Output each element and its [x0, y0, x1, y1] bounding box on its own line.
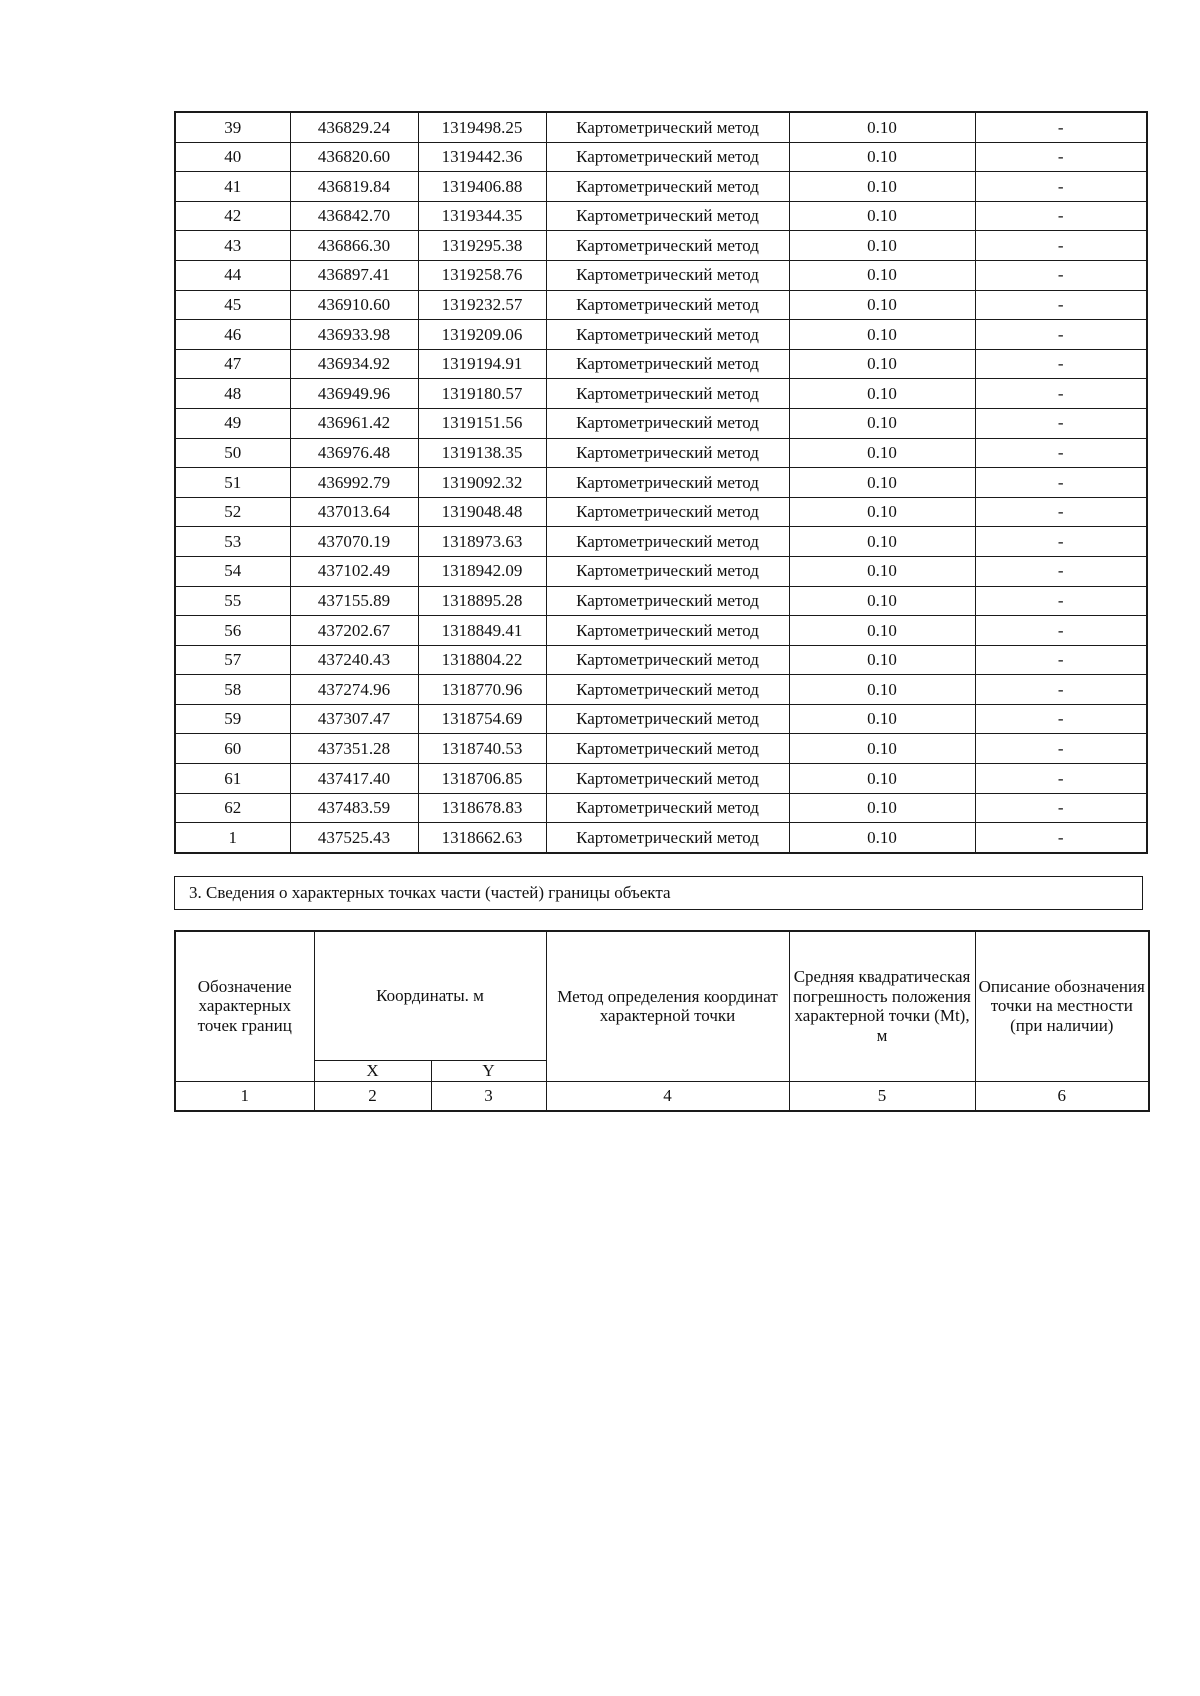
- x-coordinate-cell: 436842.70: [290, 201, 418, 231]
- description-cell: -: [975, 616, 1147, 646]
- x-coordinate-cell: 437102.49: [290, 556, 418, 586]
- method-cell: Картометрический метод: [546, 290, 789, 320]
- point-number-cell: 53: [175, 527, 290, 557]
- table-row: [175, 172, 1147, 202]
- method-cell: Картометрический метод: [546, 556, 789, 586]
- x-coordinate-cell: 436897.41: [290, 260, 418, 290]
- boundary-points-body: [175, 112, 1147, 853]
- y-coordinate-cell: 1318706.85: [418, 764, 546, 794]
- y-coordinate-cell: 1318662.63: [418, 823, 546, 853]
- table-row: [175, 408, 1147, 438]
- mean-error-cell: 0.10: [789, 497, 975, 527]
- mean-error-cell: 0.10: [789, 704, 975, 734]
- method-cell: Картометрический метод: [546, 645, 789, 675]
- method-cell: Картометрический метод: [546, 764, 789, 794]
- point-number-cell: 59: [175, 704, 290, 734]
- y-coordinate-cell: 1318895.28: [418, 586, 546, 616]
- point-number-cell: 55: [175, 586, 290, 616]
- table-row: [175, 468, 1147, 498]
- mean-error-cell: 0.10: [789, 320, 975, 350]
- y-coordinate-cell: 1319151.56: [418, 408, 546, 438]
- table-row: [175, 734, 1147, 764]
- mean-error-cell: 0.10: [789, 379, 975, 409]
- x-coordinate-cell: 436866.30: [290, 231, 418, 261]
- point-number-cell: 61: [175, 764, 290, 794]
- x-coordinate-cell: 437202.67: [290, 616, 418, 646]
- x-coordinate-cell: 436933.98: [290, 320, 418, 350]
- y-coordinate-cell: 1319180.57: [418, 379, 546, 409]
- column-number: 6: [975, 1081, 1149, 1111]
- y-coordinate-cell: 1319048.48: [418, 497, 546, 527]
- x-coordinate-cell: 437013.64: [290, 497, 418, 527]
- table-row: [175, 201, 1147, 231]
- description-cell: -: [975, 556, 1147, 586]
- point-number-cell: 58: [175, 675, 290, 705]
- x-coordinate-cell: 437483.59: [290, 793, 418, 823]
- table-row: [175, 260, 1147, 290]
- description-cell: -: [975, 645, 1147, 675]
- point-number-cell: 48: [175, 379, 290, 409]
- method-cell: Картометрический метод: [546, 379, 789, 409]
- point-number-cell: 51: [175, 468, 290, 498]
- mean-error-cell: 0.10: [789, 201, 975, 231]
- mean-error-cell: 0.10: [789, 408, 975, 438]
- header-point-description: Описание обозначения точки на местности (при наличии): [975, 931, 1149, 1081]
- method-cell: Картометрический метод: [546, 408, 789, 438]
- point-number-cell: 49: [175, 408, 290, 438]
- x-coordinate-cell: 437525.43: [290, 823, 418, 853]
- table-row: [175, 616, 1147, 646]
- description-cell: -: [975, 527, 1147, 557]
- description-cell: -: [975, 290, 1147, 320]
- table-row: [175, 764, 1147, 794]
- y-coordinate-cell: 1319344.35: [418, 201, 546, 231]
- point-number-cell: 44: [175, 260, 290, 290]
- x-coordinate-cell: 436934.92: [290, 349, 418, 379]
- x-coordinate-cell: 437155.89: [290, 586, 418, 616]
- method-cell: Картометрический метод: [546, 734, 789, 764]
- x-coordinate-cell: 436829.24: [290, 112, 418, 142]
- y-coordinate-cell: 1318973.63: [418, 527, 546, 557]
- y-coordinate-cell: 1318770.96: [418, 675, 546, 705]
- point-number-cell: 42: [175, 201, 290, 231]
- point-number-cell: 45: [175, 290, 290, 320]
- y-coordinate-cell: 1318678.83: [418, 793, 546, 823]
- x-coordinate-cell: 437351.28: [290, 734, 418, 764]
- method-cell: Картометрический метод: [546, 142, 789, 172]
- method-cell: Картометрический метод: [546, 112, 789, 142]
- mean-error-cell: 0.10: [789, 349, 975, 379]
- y-coordinate-cell: 1319138.35: [418, 438, 546, 468]
- method-cell: Картометрический метод: [546, 172, 789, 202]
- point-number-cell: 43: [175, 231, 290, 261]
- x-coordinate-cell: 436820.60: [290, 142, 418, 172]
- table-row: [175, 527, 1147, 557]
- table-row: [175, 823, 1147, 853]
- x-coordinate-cell: 437240.43: [290, 645, 418, 675]
- y-coordinate-cell: 1319209.06: [418, 320, 546, 350]
- part-boundary-table-header: [175, 931, 1149, 1081]
- point-number-cell: 46: [175, 320, 290, 350]
- table-row: [175, 379, 1147, 409]
- mean-error-cell: 0.10: [789, 142, 975, 172]
- description-cell: -: [975, 468, 1147, 498]
- header-point-designation: Обозначение характерных точек границ: [175, 931, 314, 1081]
- mean-error-cell: 0.10: [789, 260, 975, 290]
- table-row: [175, 231, 1147, 261]
- description-cell: -: [975, 675, 1147, 705]
- y-coordinate-cell: 1319406.88: [418, 172, 546, 202]
- y-coordinate-cell: 1319258.76: [418, 260, 546, 290]
- description-cell: -: [975, 231, 1147, 261]
- mean-error-cell: 0.10: [789, 438, 975, 468]
- header-y: Y: [431, 1060, 546, 1081]
- y-coordinate-cell: 1318942.09: [418, 556, 546, 586]
- y-coordinate-cell: 1319092.32: [418, 468, 546, 498]
- column-number: 2: [314, 1081, 431, 1111]
- point-number-cell: 54: [175, 556, 290, 586]
- method-cell: Картометрический метод: [546, 438, 789, 468]
- header-method: Метод определения координат характерной точки: [546, 931, 789, 1081]
- x-coordinate-cell: 437417.40: [290, 764, 418, 794]
- x-coordinate-cell: 437070.19: [290, 527, 418, 557]
- description-cell: -: [975, 172, 1147, 202]
- y-coordinate-cell: 1319498.25: [418, 112, 546, 142]
- section-3-heading: [174, 876, 1143, 910]
- part-boundary-points-table: [174, 930, 1150, 1112]
- method-cell: Картометрический метод: [546, 823, 789, 853]
- y-coordinate-cell: 1318804.22: [418, 645, 546, 675]
- x-coordinate-cell: 436819.84: [290, 172, 418, 202]
- description-cell: -: [975, 320, 1147, 350]
- table-row: [175, 645, 1147, 675]
- description-cell: -: [975, 497, 1147, 527]
- point-number-cell: 60: [175, 734, 290, 764]
- mean-error-cell: 0.10: [789, 586, 975, 616]
- point-number-cell: 52: [175, 497, 290, 527]
- description-cell: -: [975, 379, 1147, 409]
- table-row: [175, 142, 1147, 172]
- y-coordinate-cell: 1318754.69: [418, 704, 546, 734]
- x-coordinate-cell: 437274.96: [290, 675, 418, 705]
- y-coordinate-cell: 1319442.36: [418, 142, 546, 172]
- description-cell: -: [975, 201, 1147, 231]
- mean-error-cell: 0.10: [789, 645, 975, 675]
- table-row: [175, 704, 1147, 734]
- column-number: 5: [789, 1081, 975, 1111]
- description-cell: -: [975, 438, 1147, 468]
- description-cell: -: [975, 586, 1147, 616]
- section-3-title: 3. Сведения о характерных точках части (частей) границы объекта: [189, 883, 671, 902]
- header-coordinates: Координаты. м: [314, 931, 546, 1060]
- y-coordinate-cell: 1318849.41: [418, 616, 546, 646]
- x-coordinate-cell: 437307.47: [290, 704, 418, 734]
- method-cell: Картометрический метод: [546, 320, 789, 350]
- method-cell: Картометрический метод: [546, 201, 789, 231]
- table-row: [175, 438, 1147, 468]
- x-coordinate-cell: 436992.79: [290, 468, 418, 498]
- table-row: [175, 112, 1147, 142]
- column-number: 1: [175, 1081, 314, 1111]
- method-cell: Картометрический метод: [546, 231, 789, 261]
- description-cell: -: [975, 260, 1147, 290]
- boundary-points-table: [174, 111, 1148, 854]
- method-cell: Картометрический метод: [546, 793, 789, 823]
- table-row: [175, 793, 1147, 823]
- description-cell: -: [975, 764, 1147, 794]
- description-cell: -: [975, 734, 1147, 764]
- point-number-cell: 62: [175, 793, 290, 823]
- x-coordinate-cell: 436961.42: [290, 408, 418, 438]
- mean-error-cell: 0.10: [789, 616, 975, 646]
- method-cell: Картометрический метод: [546, 497, 789, 527]
- description-cell: -: [975, 793, 1147, 823]
- mean-error-cell: 0.10: [789, 290, 975, 320]
- mean-error-cell: 0.10: [789, 527, 975, 557]
- description-cell: -: [975, 704, 1147, 734]
- method-cell: Картометрический метод: [546, 527, 789, 557]
- method-cell: Картометрический метод: [546, 675, 789, 705]
- point-number-cell: 56: [175, 616, 290, 646]
- description-cell: -: [975, 349, 1147, 379]
- table-row: [175, 586, 1147, 616]
- method-cell: Картометрический метод: [546, 468, 789, 498]
- description-cell: -: [975, 408, 1147, 438]
- mean-error-cell: 0.10: [789, 172, 975, 202]
- description-cell: -: [975, 112, 1147, 142]
- method-cell: Картометрический метод: [546, 616, 789, 646]
- mean-error-cell: 0.10: [789, 112, 975, 142]
- x-coordinate-cell: 436910.60: [290, 290, 418, 320]
- table-row: [175, 497, 1147, 527]
- mean-error-cell: 0.10: [789, 468, 975, 498]
- table-row: [175, 556, 1147, 586]
- point-number-cell: 1: [175, 823, 290, 853]
- point-number-cell: 57: [175, 645, 290, 675]
- point-number-cell: 41: [175, 172, 290, 202]
- mean-error-cell: 0.10: [789, 734, 975, 764]
- header-mean-error: Средняя квадратическая погрешность положения характерной точки (Mt), м: [789, 931, 975, 1081]
- y-coordinate-cell: 1319232.57: [418, 290, 546, 320]
- table-row: [175, 290, 1147, 320]
- column-number: 3: [431, 1081, 546, 1111]
- mean-error-cell: 0.10: [789, 793, 975, 823]
- mean-error-cell: 0.10: [789, 764, 975, 794]
- method-cell: Картометрический метод: [546, 704, 789, 734]
- x-coordinate-cell: 436949.96: [290, 379, 418, 409]
- description-cell: -: [975, 823, 1147, 853]
- column-number-row: [175, 1081, 1149, 1111]
- point-number-cell: 40: [175, 142, 290, 172]
- point-number-cell: 39: [175, 112, 290, 142]
- header-x: X: [314, 1060, 431, 1081]
- y-coordinate-cell: 1319295.38: [418, 231, 546, 261]
- point-number-cell: 47: [175, 349, 290, 379]
- point-number-cell: 50: [175, 438, 290, 468]
- table-row: [175, 320, 1147, 350]
- mean-error-cell: 0.10: [789, 823, 975, 853]
- mean-error-cell: 0.10: [789, 231, 975, 261]
- mean-error-cell: 0.10: [789, 556, 975, 586]
- description-cell: -: [975, 142, 1147, 172]
- method-cell: Картометрический метод: [546, 260, 789, 290]
- method-cell: Картометрический метод: [546, 349, 789, 379]
- mean-error-cell: 0.10: [789, 675, 975, 705]
- y-coordinate-cell: 1319194.91: [418, 349, 546, 379]
- y-coordinate-cell: 1318740.53: [418, 734, 546, 764]
- method-cell: Картометрический метод: [546, 586, 789, 616]
- table-row: [175, 675, 1147, 705]
- x-coordinate-cell: 436976.48: [290, 438, 418, 468]
- table-row: [175, 349, 1147, 379]
- column-number: 4: [546, 1081, 789, 1111]
